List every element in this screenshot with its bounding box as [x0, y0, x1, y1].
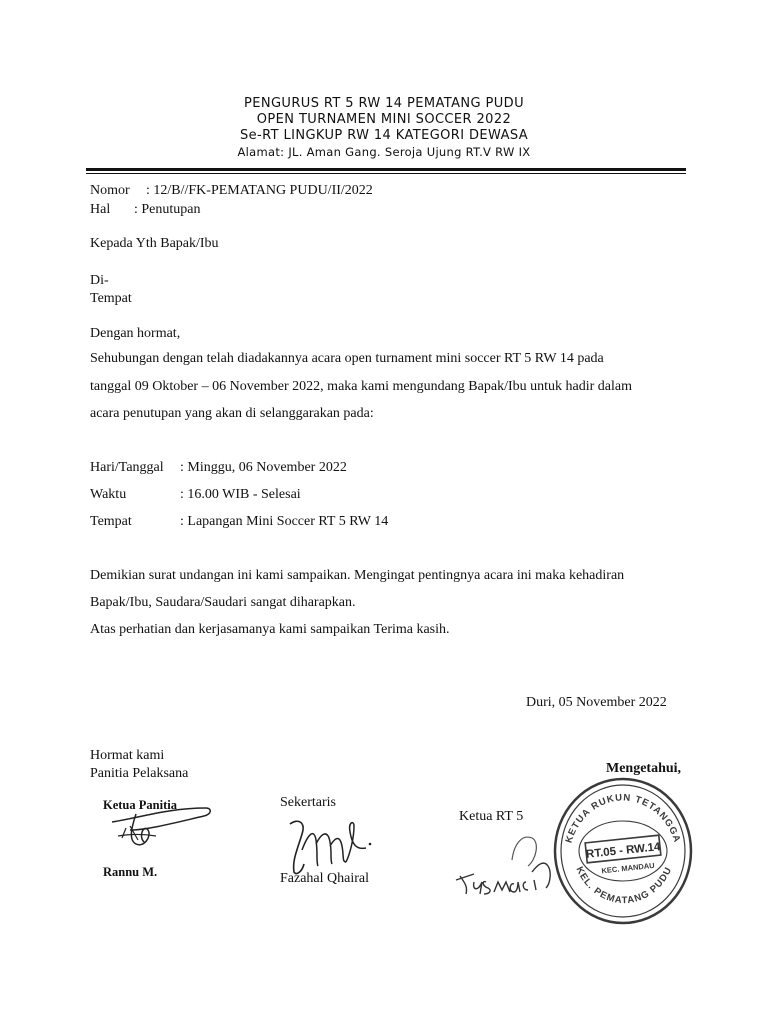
detail-row-place: [90, 513, 388, 530]
nomor-row: [90, 182, 373, 199]
greeting: Dengan hormat,: [90, 326, 181, 341]
stamp-sub-text: KEC. MANDAU: [601, 860, 656, 876]
detail-row-time: [90, 486, 301, 503]
detail-value: : 16.00 WIB - Selesai: [180, 487, 301, 502]
letterhead-address: Alamat: JL. Aman Gang. Seroja Ujung RT.V RW IX: [237, 145, 531, 159]
svg-text:KETUA RUKUN TETANGGA: [563, 792, 682, 844]
letterhead-rule-thin: [86, 173, 686, 174]
mengetahui: Mengetahui,: [606, 761, 682, 776]
letterhead-rule-thick: [86, 168, 686, 171]
body-line-2: tanggal 09 Oktober – 06 November 2022, maka kami mengundang Bapak/Ibu untuk hadir dalam: [90, 379, 632, 394]
detail-value: : Minggu, 06 November 2022: [180, 460, 347, 475]
ketua-panitia-signature: [108, 800, 218, 864]
hal-label: Hal: [90, 202, 111, 217]
letterhead: [0, 96, 768, 160]
sekretaris-title: Sekertaris: [280, 795, 336, 810]
detail-value: : Lapangan Mini Soccer RT 5 RW 14: [180, 514, 389, 529]
detail-label: Tempat: [90, 514, 132, 529]
detail-label: Hari/Tanggal: [90, 460, 164, 475]
hormat-kami: Hormat kami: [90, 748, 165, 763]
stamp-top-arc: KETUA RUKUN TETANGGA: [563, 792, 683, 845]
recipient-line-1: Kepada Yth Bapak/Ibu: [90, 236, 219, 251]
nomor-label: Nomor: [90, 183, 130, 198]
recipient-line-3: Tempat: [90, 291, 132, 306]
stamp-center-text: RT.05 - RW.14: [585, 841, 661, 861]
body-line-3: acara penutupan yang akan di selanggarakan pada:: [90, 406, 374, 421]
sekretaris-name: Fazahal Qhairal: [280, 871, 370, 886]
nomor-value: : 12/B//FK-PEMATANG PUDU/II/2022: [146, 183, 373, 198]
body-line-1: Sehubungan dengan telah diadakannya acara open turnament mini soccer RT 5 RW 14 pada: [90, 351, 604, 366]
ketua-panitia-name: Rannu M.: [103, 865, 158, 879]
closing-line-3: Atas perhatian dan kerjasamanya kami sampaikan Terima kasih.: [90, 622, 450, 637]
stamp-bottom-arc: KEL. PEMATANG PUDU: [573, 865, 675, 907]
sekretaris-signature: [284, 814, 374, 880]
ketua-panitia-title: Ketua Panitia: [103, 798, 177, 812]
panitia-pelaksana: Panitia Pelaksana: [90, 766, 189, 781]
recipient-line-2: Di-: [90, 273, 109, 288]
hal-value: : Penutupan: [134, 202, 201, 217]
rt-official-stamp: [548, 765, 698, 925]
letter-date: Duri, 05 November 2022: [526, 695, 667, 710]
detail-label: Waktu: [90, 487, 127, 502]
letterhead-line-3: Se-RT LINGKUP RW 14 KATEGORI DEWASA: [239, 128, 529, 143]
hal-row: [90, 201, 201, 218]
letterhead-line-1: PENGURUS RT 5 RW 14 PEMATANG PUDU: [243, 96, 525, 111]
detail-row-date: [90, 459, 347, 476]
letterhead-line-2: OPEN TURNAMEN MINI SOCCER 2022: [256, 112, 512, 127]
ketua-rt-title: Ketua RT 5: [459, 809, 524, 824]
closing-line-1: Demikian surat undangan ini kami sampaikan. Mengingat pentingnya acara ini maka kehadiran: [90, 568, 625, 583]
closing-line-2: Bapak/Ibu, Saudara/Saudari sangat diharapkan.: [90, 595, 356, 610]
